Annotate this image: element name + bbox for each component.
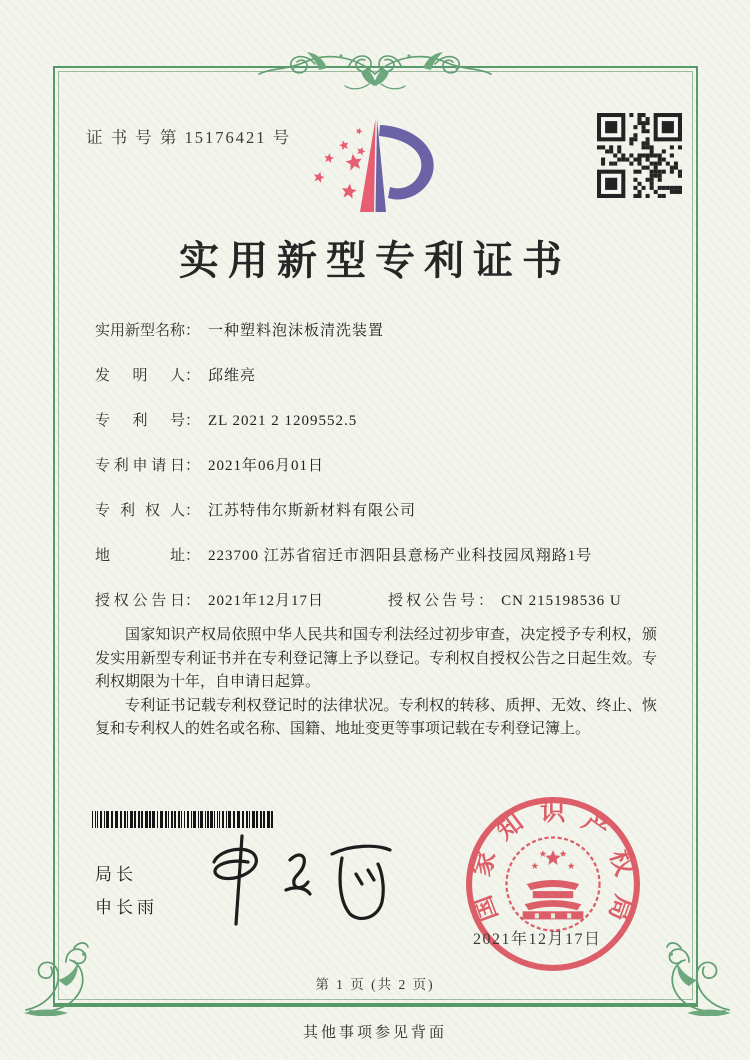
field-label: 发明人 bbox=[95, 368, 185, 384]
field-value: 一种塑料泡沫板清洗装置 bbox=[208, 323, 385, 339]
field-row-inventor: 发明人 ： 邱维亮 bbox=[95, 368, 257, 384]
field-label: 专利申请日 bbox=[95, 458, 185, 474]
legal-text bbox=[95, 624, 657, 742]
field-row-filing-date: 专利申请日 ： 2021年06月01日 bbox=[95, 458, 325, 474]
certificate-title: 实用新型专利证书 bbox=[179, 238, 571, 283]
certificate-number: 证 书 号 第 15176421 号 bbox=[86, 128, 292, 147]
field-label: 地址 bbox=[95, 548, 185, 564]
field-grant-number: 授权公告号 ： CN 215198536 U bbox=[388, 593, 622, 609]
field-row-patent-number: 专利号 ： ZL 2021 2 1209552.5 bbox=[95, 413, 358, 429]
field-value: 2021年12月17日 bbox=[208, 593, 325, 609]
director-title: 局长 bbox=[95, 865, 137, 884]
seal-text: 国家知识产权局 bbox=[467, 798, 639, 926]
field-row-address: 地址 ： 223700 江苏省宿迁市泗阳县意杨产业科技园凤翔路1号 bbox=[95, 548, 593, 564]
field-row-patentee: 专利权人 ： 江苏特伟尔斯新材料有限公司 bbox=[95, 503, 417, 519]
field-row-grant: 授权公告日 ： 2021年12月17日 授权公告号 ： CN 215198536 U bbox=[95, 593, 622, 609]
top-border-ornament bbox=[257, 44, 493, 94]
field-value: 2021年06月01日 bbox=[208, 458, 325, 474]
seal-date: 2021年12月17日 bbox=[473, 931, 602, 948]
certificate-fields bbox=[95, 323, 660, 638]
page-number: 第 1 页 (共 2 页) bbox=[315, 977, 435, 992]
field-label: 实用新型名称 bbox=[95, 323, 186, 339]
director-name: 申长雨 bbox=[95, 898, 158, 917]
legal-paragraph-2: 专利证书记载专利权登记时的法律状况。专利权的转移、质押、无效、终止、恢复和专利权人的姓名或名称、国籍、地址变更等事项记载在专利登记簿上。 bbox=[95, 697, 657, 737]
field-value: 223700 江苏省宿迁市泗阳县意杨产业科技园凤翔路1号 bbox=[208, 548, 593, 564]
qr-code bbox=[597, 113, 682, 198]
field-value: 江苏特伟尔斯新材料有限公司 bbox=[208, 503, 417, 519]
director-block bbox=[95, 858, 158, 924]
cnipa-logo-icon bbox=[302, 111, 457, 229]
field-value: ZL 2021 2 1209552.5 bbox=[208, 413, 358, 429]
field-row-utility-model-name: 实用新型名称 ： 一种塑料泡沫板清洗装置 bbox=[95, 323, 385, 339]
legal-paragraph-1: 国家知识产权局依照中华人民共和国专利法经过初步审查，决定授予专利权，颁发实用新型专利证书并在专利登记簿上予以登记。专利权自授权公告之日起生效。专利权期限为十年，自申请日起算。 bbox=[95, 627, 657, 690]
field-value: 邱维亮 bbox=[208, 368, 257, 384]
field-label: 授权公告号 bbox=[388, 593, 479, 609]
field-label: 专利号 bbox=[95, 413, 185, 429]
field-label: 专利权人 bbox=[95, 503, 185, 519]
director-signature bbox=[190, 826, 400, 931]
field-label: 授权公告日 bbox=[95, 593, 185, 609]
back-side-note: 其他事项参见背面 bbox=[302, 1025, 447, 1041]
national-emblem-icon bbox=[523, 850, 584, 919]
field-value: CN 215198536 U bbox=[501, 593, 622, 609]
